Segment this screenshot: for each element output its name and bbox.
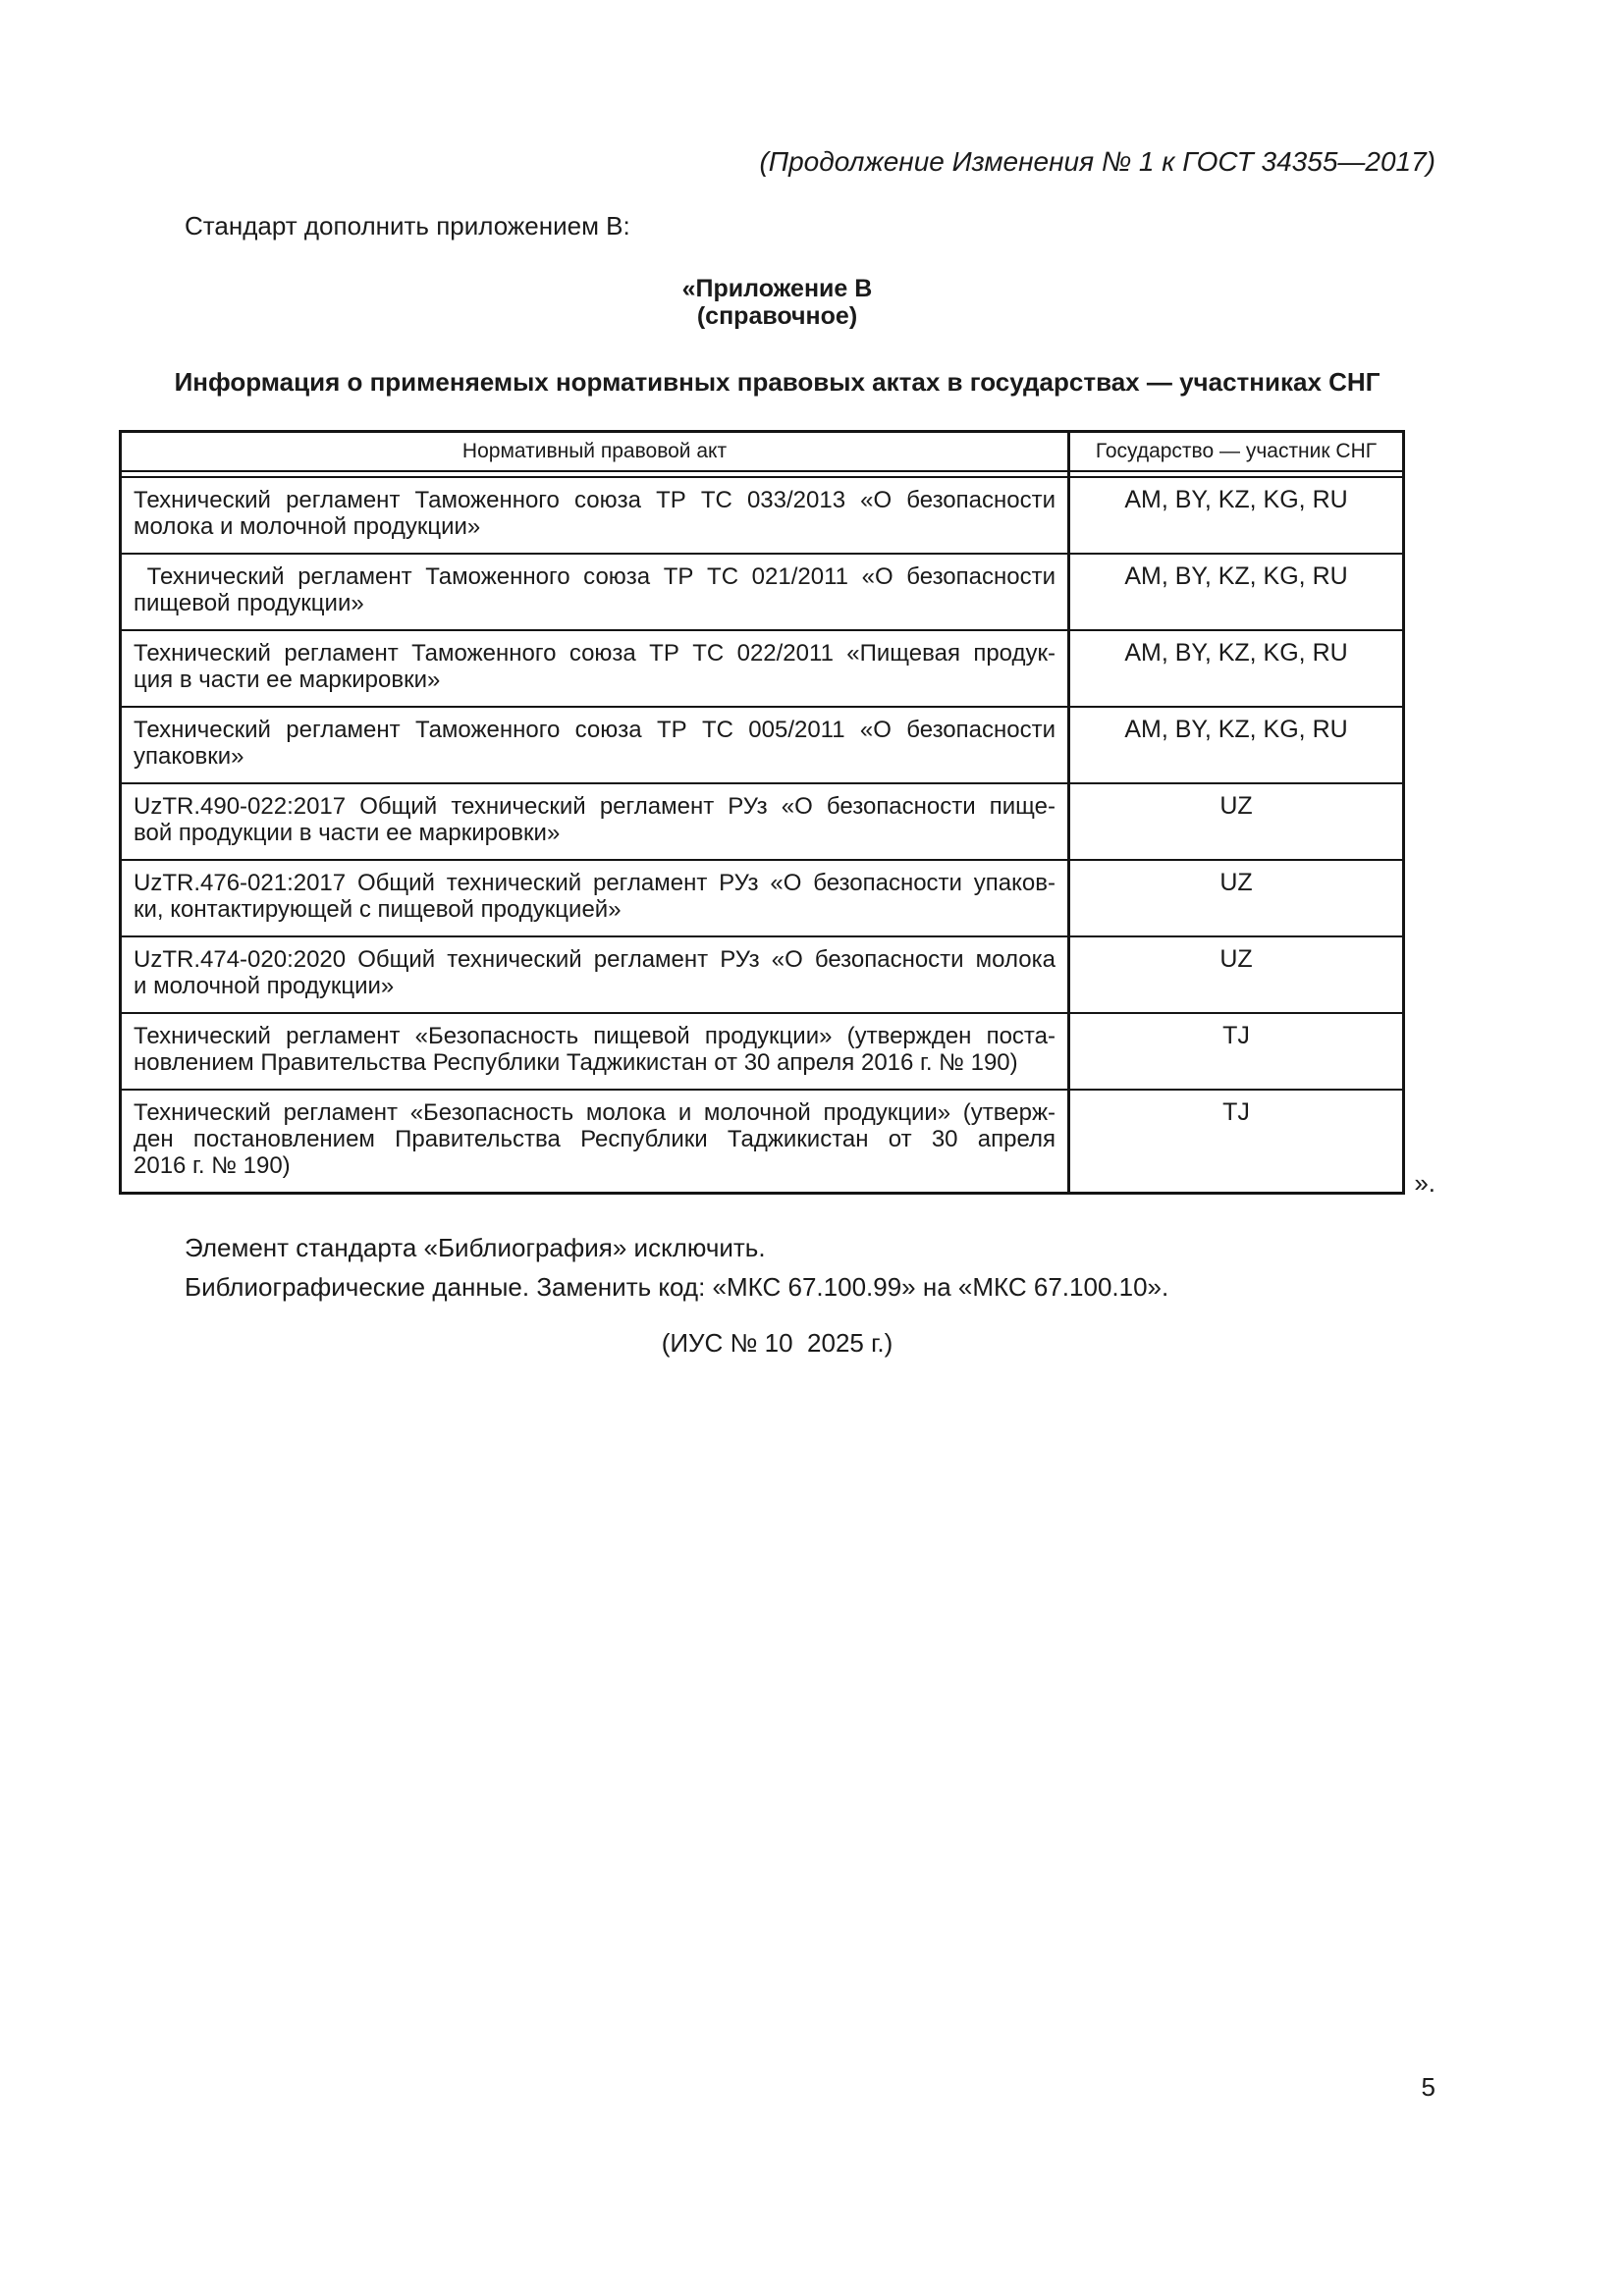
act-cell (121, 630, 1069, 707)
country-cell: AM, BY, KZ, KG, RU (1069, 707, 1404, 783)
country-cell: AM, BY, KZ, KG, RU (1069, 554, 1404, 630)
appendix-heading (119, 275, 1435, 330)
table-body (121, 471, 1404, 1194)
act-cell (121, 783, 1069, 860)
bibliography-paragraph: Элемент стандарта «Библиография» исключить. (185, 1233, 766, 1262)
act-text-line: 2016 г. № 190) (134, 1152, 291, 1179)
appendix-heading-line2: (справочное) (696, 302, 858, 330)
act-text-line: Технический регламент Таможенного союза ТР ТС 022/2011 «Пищевая продук- (134, 640, 1056, 667)
act-text-line: Технический регламент Таможенного союза ТР ТС 005/2011 «О безопасности (134, 717, 1056, 743)
closing-paragraphs (119, 1228, 1435, 1307)
act-text-line: вой продукции в части ее маркировки» (134, 820, 561, 846)
country-cell: TJ (1069, 1090, 1404, 1194)
act-text-line: Технический регламент «Безопасность пищевой продукции» (утвержден поста- (134, 1023, 1056, 1049)
act-text-line: пищевой продукции» (134, 590, 364, 616)
act-text-line: ция в части ее маркировки» (134, 667, 441, 693)
table-row (121, 554, 1404, 630)
regulations-table (119, 430, 1405, 1195)
table-row (121, 860, 1404, 936)
act-cell (121, 707, 1069, 783)
closing-quote: ». (1414, 1168, 1435, 1198)
mks-code-paragraph: Библиографические данные. Заменить код: «МКС 67.100.99» на «МКС 67.100.10». (185, 1272, 1169, 1302)
appendix-heading-line1: «Приложение В (681, 275, 873, 302)
act-text-line: и молочной продукции» (134, 973, 395, 999)
act-text-line: ки, контактирующей с пищевой продукцией» (134, 896, 622, 923)
act-cell (121, 936, 1069, 1013)
intro-paragraph: Стандарт дополнить приложением В: (185, 211, 630, 240)
page-number: 5 (1421, 2072, 1435, 2102)
country-cell: UZ (1069, 936, 1404, 1013)
table-row (121, 1013, 1404, 1090)
act-text-line: упаковки» (134, 743, 244, 770)
table-row (121, 783, 1404, 860)
country-cell: UZ (1069, 783, 1404, 860)
act-text-line: ден постановлением Правительства Республики Таджикистан от 30 апреля (134, 1126, 1056, 1152)
country-cell: UZ (1069, 860, 1404, 936)
country-cell: TJ (1069, 1013, 1404, 1090)
act-text-line: Технический регламент Таможенного союза ТР ТС 021/2011 «О безопасности (134, 563, 1056, 590)
act-text-line: новлением Правительства Республики Таджикистан от 30 апреля 2016 г. № 190) (134, 1049, 1018, 1076)
column-header-country: Государство — участник СНГ (1069, 432, 1404, 472)
country-cell: AM, BY, KZ, KG, RU (1069, 630, 1404, 707)
table-row (121, 630, 1404, 707)
table-row (121, 477, 1404, 554)
column-header-act: Нормативный правовой акт (121, 432, 1069, 472)
table-header-row (121, 432, 1404, 472)
act-cell (121, 477, 1069, 554)
act-text-line: UzTR.490-022:2017 Общий технический регламент РУз «О безопасности пище- (134, 793, 1056, 820)
continuation-note: (Продолжение Изменения № 1 к ГОСТ 34355—2017) (759, 146, 1435, 177)
act-cell (121, 860, 1069, 936)
act-text-line: Технический регламент «Безопасность молока и молочной продукции» (утверж- (134, 1099, 1056, 1126)
table-row (121, 707, 1404, 783)
table-row (121, 936, 1404, 1013)
act-cell (121, 554, 1069, 630)
act-cell (121, 1013, 1069, 1090)
act-text-line: молока и молочной продукции» (134, 513, 481, 540)
act-text-line: UzTR.476-021:2017 Общий технический регламент РУз «О безопасности упаков- (134, 870, 1056, 896)
act-text-line: Технический регламент Таможенного союза ТР ТС 033/2013 «О безопасности (134, 487, 1056, 513)
country-cell: AM, BY, KZ, KG, RU (1069, 477, 1404, 554)
act-text-line: UzTR.474-020:2020 Общий технический регламент РУз «О безопасности молока (134, 946, 1056, 973)
table-head (121, 432, 1404, 472)
table-title: Информация о применяемых нормативных правовых актах в государствах — участниках СНГ (174, 367, 1380, 397)
ius-footer-note: (ИУС № 10 2025 г.) (661, 1328, 893, 1358)
